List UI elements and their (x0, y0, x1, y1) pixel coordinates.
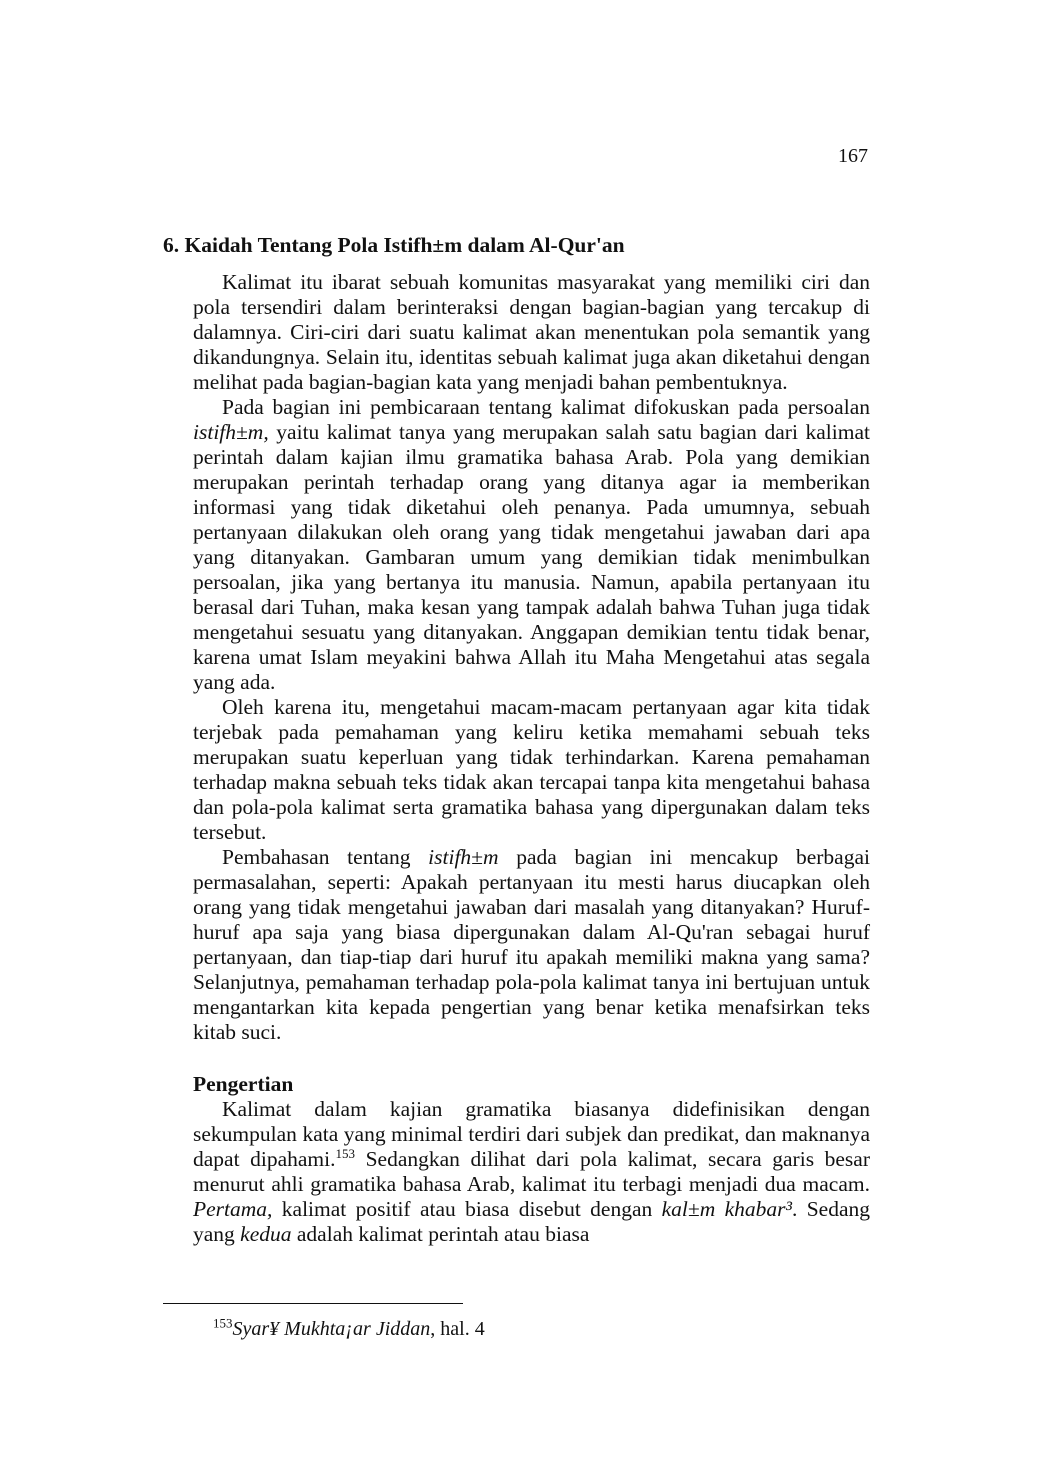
paragraph-2-text-a: Pada bagian ini pembicaraan tentang kalimat difokuskan pada persoalan (222, 395, 870, 419)
section-heading: 6. Kaidah Tentang Pola Istifh±m dalam Al-Qur'an (163, 233, 625, 257)
paragraph-4 (193, 845, 870, 1045)
footnote-reference[interactable]: 153 (335, 1145, 356, 1161)
footnote-number: 153 (213, 1315, 233, 1331)
footnote-divider (163, 1303, 463, 1304)
paragraph-4-text-a: Pembahasan tentang (222, 845, 429, 869)
paragraph-5-text-b: Sedangkan dilihat dari pola kalimat, secara garis besar menurut ahli gramatika bahasa Arab, kalimat itu terbagi menjadi dua macam. (193, 1147, 870, 1196)
body-text (193, 270, 870, 1247)
term-istifham: istifh±m, (193, 420, 269, 444)
paragraph-2-text-b: yaitu kalimat tanya yang merupakan salah satu bagian dari kalimat perintah dalam kajian ilmu gramatika bahasa Arab. Pola yang demikian merupakan perintah terhadap orang yang ditanya agar ia memberikan informasi yang tidak diketahui oleh penanya. Pada umumnya, sebuah pertanyaan dilakukan oleh orang yang tidak mengetahui jawaban dari apa yang ditanyakan. Gambaran umum yang demikian tidak menimbulkan persoalan, jika yang bertanya itu manusia. Namun, apabila pertanyaan itu berasal dari Tuhan, maka kesan yang tampak adalah bahwa Tuhan juga tidak mengetahui sesuatu yang ditanyakan. Anggapan demikian tentu tidak benar, karena umat Islam meyakini bahwa Allah itu Maha Mengetahui atas segala yang ada. (193, 420, 870, 694)
term-pertama: Pertama, (193, 1197, 273, 1221)
paragraph-2 (193, 395, 870, 695)
term-kedua: kedua (240, 1222, 292, 1246)
term-istifham-2: istifh±m (428, 845, 499, 869)
footnote (213, 1315, 485, 1341)
paragraph-5-text-e: adalah kalimat perintah atau biasa (291, 1222, 590, 1246)
paragraph-5-text-c: kalimat positif atau biasa disebut dengan (272, 1197, 662, 1221)
paragraph-5 (193, 1097, 870, 1247)
paragraph-5-text-d: . Sedang yang (193, 1197, 870, 1246)
subheading-pengertian: Pengertian (193, 1072, 294, 1096)
paragraph-3: Oleh karena itu, mengetahui macam-macam pertanyaan agar kita tidak terjebak pada pemahaman yang keliru ketika memahami sebuah teks merupakan suatu keperluan yang tidak terhindarkan. Karena pemahaman terhadap makna sebuah teks tidak akan tercapai tanpa kita mengetahui bahasa dan pola-pola kalimat serta gramatika bahasa yang dipergunakan dalam teks tersebut. (193, 695, 870, 844)
term-kalam-khabar: kal±m khabar³ (661, 1197, 792, 1221)
paragraph-1: Kalimat itu ibarat sebuah komunitas masyarakat yang memiliki ciri dan pola tersendiri dalam berinteraksi dengan bagian-bagian yang tercakup di dalamnya. Ciri-ciri dari suatu kalimat akan menentukan pola semantik yang dikandungnya. Selain itu, identitas sebuah kalimat juga akan diketahui dengan melihat pada bagian-bagian kata yang menjadi bahan pembentuknya. (193, 270, 870, 394)
paragraph-5-text-a: Kalimat dalam kajian gramatika biasanya didefinisikan dengan sekumpulan kata yang minimal terdiri dari subjek dan predikat, dan maknanya dapat dipahami. (193, 1097, 870, 1171)
footnote-page-ref: , hal. 4 (430, 1318, 485, 1340)
paragraph-4-text-b: pada bagian ini mencakup berbagai permasalahan, seperti: Apakah pertanyaan itu mesti harus diucapkan oleh orang yang tidak mengetahui jawaban dari masalah yang ditanyakan? Huruf-huruf apa saja yang biasa dipergunakan dalam Al-Qu'ran sebagai huruf pertanyaan, dan tiap-tiap dari huruf itu apakah memiliki makna yang sama? Selanjutnya, pemahaman terhadap pola-pola kalimat tanya ini bertujuan untuk mengantarkan kita kepada pengertian yang benar ketika menafsirkan teks kitab suci. (193, 845, 870, 1044)
footnote-source-title: Syar¥ Mukhta¡ar Jiddan (232, 1318, 431, 1340)
page-number: 167 (838, 145, 868, 167)
